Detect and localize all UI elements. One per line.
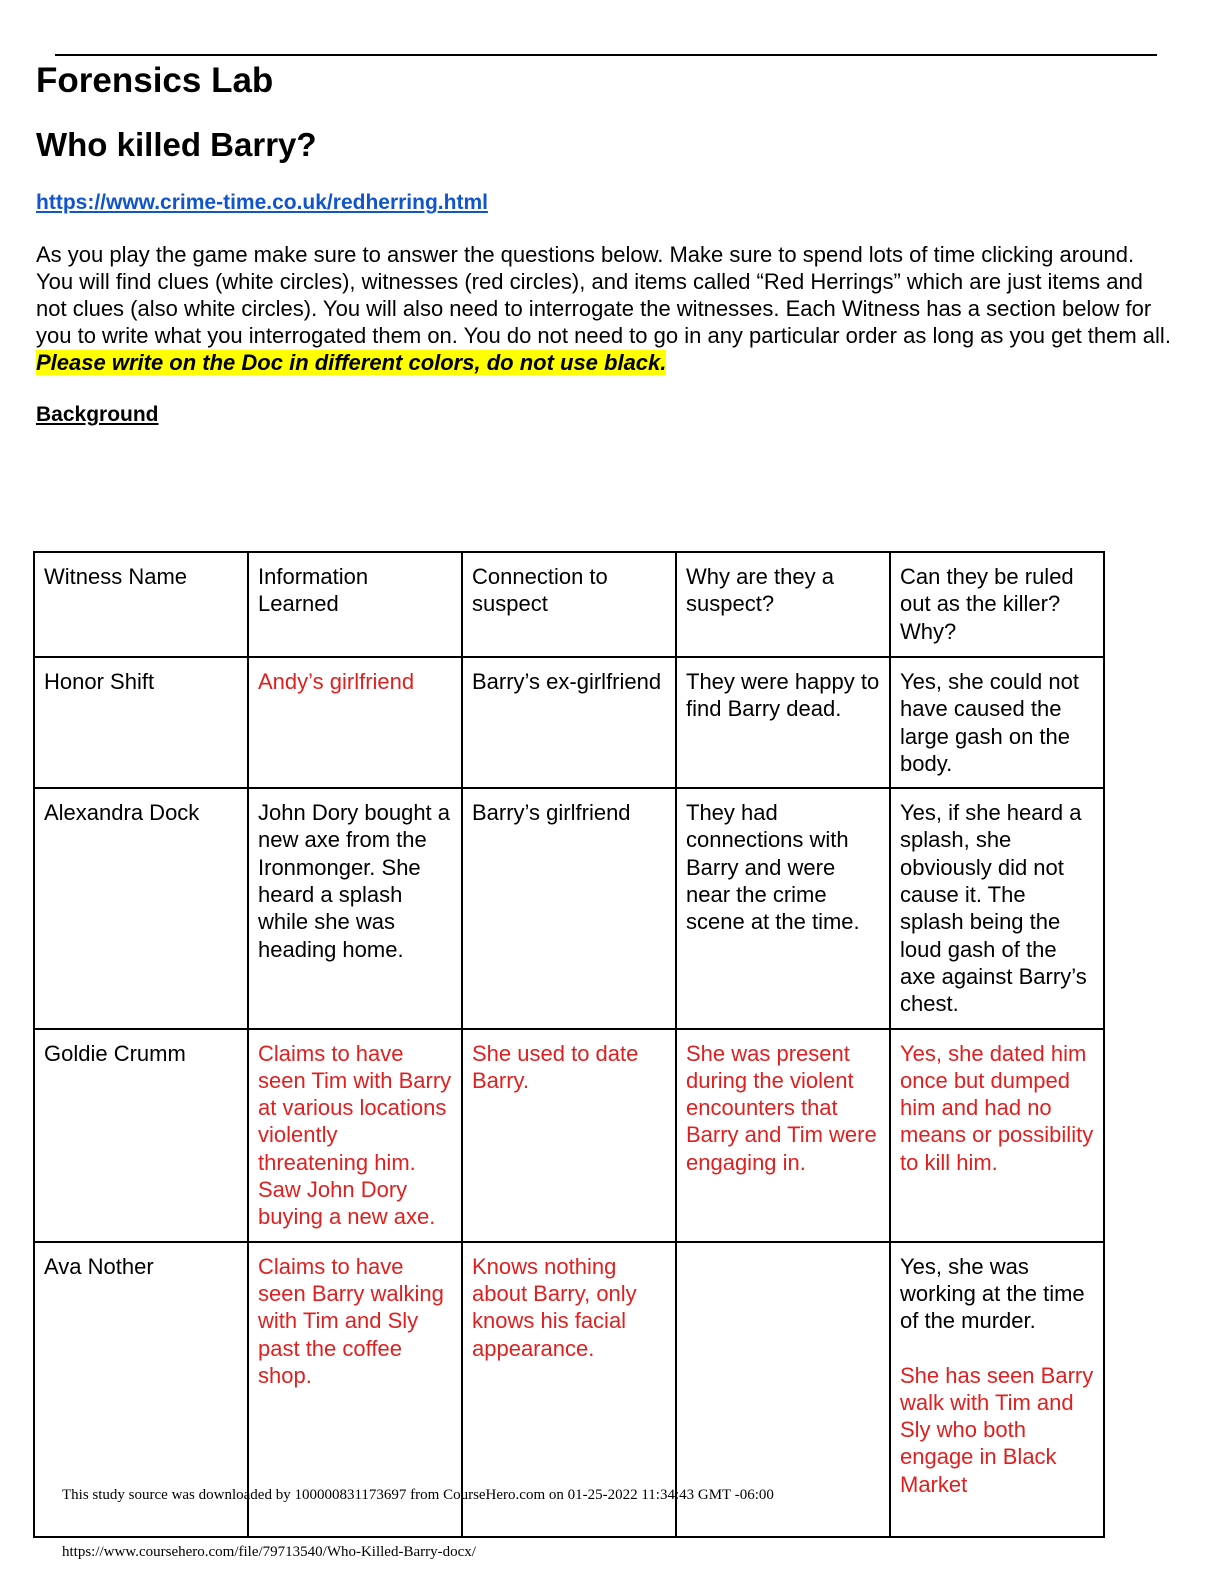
ruled-out-cell [890,1242,1104,1537]
ruled-out: Yes, she was working at the time of the murder. [900,1253,1085,1334]
information-learned: Claims to have seen Barry walking with Tim and Sly past the coffee shop. [248,1242,462,1537]
table-row [34,788,1104,1028]
connection: Knows nothing about Barry, only knows his facial appearance. [462,1242,676,1537]
ruled-out: Yes, if she heard a splash, she obviously did not cause it. The splash being the loud gash of the axe against Barry’s chest. [890,788,1104,1028]
top-rule [55,54,1157,56]
table-row [34,657,1104,788]
header-connection: Connection to suspect [462,552,676,657]
game-link[interactable]: https://www.crime-time.co.uk/redherring.html [36,191,488,214]
connection: She used to date Barry. [462,1029,676,1242]
witness-name: Alexandra Dock [34,788,248,1028]
ruled-out-extra: She has seen Barry walk with Tim and Sly who both engage in Black Market [900,1362,1094,1497]
page-title: Forensics Lab [36,61,274,100]
table-row [34,1029,1104,1242]
intro-text: As you play the game make sure to answer the questions below. Make sure to spend lots of time clicking around. You will find clues (white circles), witnesses (red circles), and items called “Red Herrings” which are just items and not clues (also white circles). You will also need to interrogate the witnesses. Each Witness has a section below for you to write what you interrogated them on. You do not need to go in any particular order as long as you get them all. [36,242,1171,348]
witness-name: Ava Nother [34,1242,248,1537]
witness-name: Honor Shift [34,657,248,788]
why-suspect: They had connections with Barry and were near the crime scene at the time. [676,788,890,1028]
connection: Barry’s ex-girlfriend [462,657,676,788]
header-ruled-out: Can they be ruled out as the killer? Why? [890,552,1104,657]
why-suspect: She was present during the violent encounters that Barry and Tim were engaging in. [676,1029,890,1242]
header-witness-name: Witness Name [34,552,248,657]
why-suspect: They were happy to find Barry dead. [676,657,890,788]
intro-paragraph [36,241,1176,376]
background-heading: Background [36,403,159,426]
information-learned: Claims to have seen Tim with Barry at various locations violently threatening him. Saw John Dory buying a new axe. [248,1029,462,1242]
source-url-footer: https://www.coursehero.com/file/79713540/Who-Killed-Barry-docx/ [62,1544,476,1560]
information-learned: Andy’s girlfriend [248,657,462,788]
spacer [900,1335,1095,1362]
intro-highlight: Please write on the Doc in different colors, do not use black. [36,350,667,375]
information-learned: John Dory bought a new axe from the Ironmonger. She heard a splash while she was heading home. [248,788,462,1028]
table-header-row [34,552,1104,657]
page-subtitle: Who killed Barry? [36,126,317,163]
header-why-suspect: Why are they a suspect? [676,552,890,657]
witness-table [33,551,1105,1538]
ruled-out: Yes, she dated him once but dumped him and had no means or possibility to kill him. [890,1029,1104,1242]
witness-name: Goldie Crumm [34,1029,248,1242]
ruled-out: Yes, she could not have caused the large gash on the body. [890,657,1104,788]
connection: Barry’s girlfriend [462,788,676,1028]
header-information-learned: Information Learned [248,552,462,657]
download-footer: This study source was downloaded by 100000831173697 from CourseHero.com on 01-25-2022 11:34:43 GMT -06:00 [62,1487,774,1503]
